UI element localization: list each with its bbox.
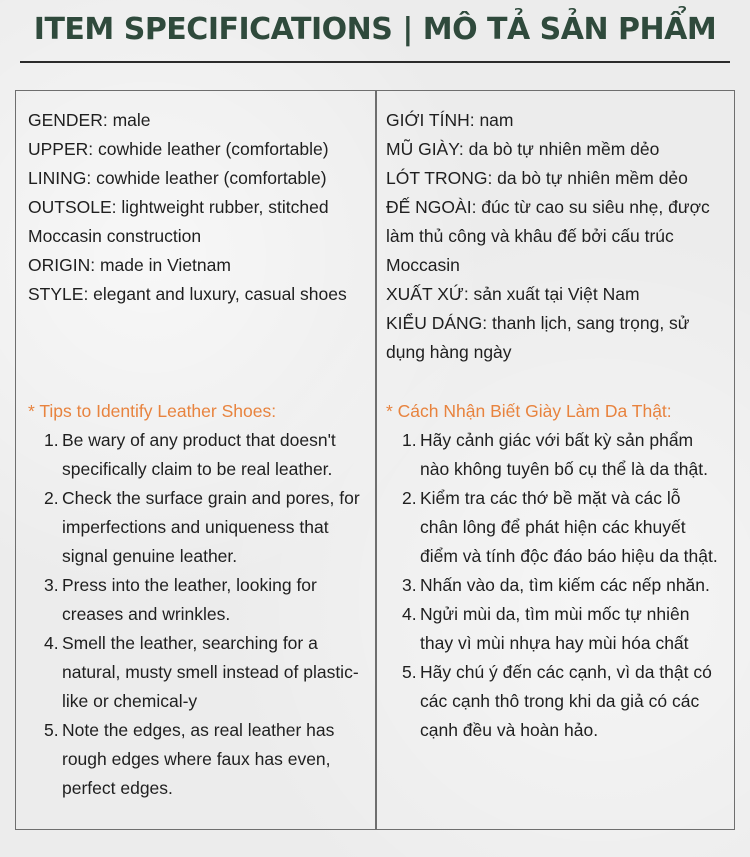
list-item bbox=[44, 426, 372, 484]
tip-line: Hãy cảnh giác với bất kỳ sản phẩm bbox=[420, 430, 694, 450]
tip-line: perfect edges. bbox=[62, 778, 173, 798]
english-tips-title: * Tips to Identify Leather Shoes: bbox=[28, 401, 277, 421]
title-divider bbox=[20, 61, 730, 63]
vietnamese-tips-list bbox=[402, 426, 732, 745]
list-number: 4. bbox=[402, 604, 417, 624]
list-number: 2. bbox=[402, 488, 417, 508]
list-item bbox=[44, 629, 372, 716]
spec-line: Moccasin construction bbox=[28, 226, 202, 246]
tip-line: điểm và tính độc đáo báo hiệu da thật. bbox=[420, 546, 718, 566]
list-number: 5. bbox=[402, 662, 417, 682]
spec-line: làm thủ công và khâu đế bởi cấu trúc bbox=[386, 226, 674, 246]
tip-line: Press into the leather, looking for bbox=[62, 575, 317, 595]
tip-line: Check the surface grain and pores, for bbox=[62, 488, 360, 508]
spec-line: UPPER: cowhide leather (comfortable) bbox=[28, 139, 329, 159]
spec-line: ĐẾ NGOÀI: đúc từ cao su siêu nhẹ, được bbox=[386, 197, 710, 217]
list-number: 3. bbox=[402, 575, 417, 595]
spec-line: MŨ GIÀY: da bò tự nhiên mềm dẻo bbox=[386, 139, 660, 159]
tip-line: Be wary of any product that doesn't bbox=[62, 430, 336, 450]
english-specs bbox=[28, 106, 373, 309]
column-divider bbox=[375, 90, 377, 830]
tip-line: specifically claim to be real leather. bbox=[62, 459, 333, 479]
tip-line: Ngửi mùi da, tìm mùi mốc tự nhiên bbox=[420, 604, 690, 624]
list-number: 4. bbox=[44, 633, 59, 653]
list-item bbox=[44, 716, 372, 803]
list-item bbox=[44, 484, 372, 571]
spec-line: Moccasin bbox=[386, 255, 460, 275]
spec-line: GIỚI TÍNH: nam bbox=[386, 110, 514, 130]
spec-line: GENDER: male bbox=[28, 110, 151, 130]
spec-line: ORIGIN: made in Vietnam bbox=[28, 255, 231, 275]
list-item bbox=[402, 426, 732, 484]
tip-line: các cạnh thô trong khi da giả có các bbox=[420, 691, 700, 711]
tip-line: nào không tuyên bố cụ thể là da thật. bbox=[420, 459, 708, 479]
tip-line: Note the edges, as real leather has bbox=[62, 720, 335, 740]
tip-line: Smell the leather, searching for a bbox=[62, 633, 318, 653]
spec-line: dụng hàng ngày bbox=[386, 342, 512, 362]
tip-line: creases and wrinkles. bbox=[62, 604, 231, 624]
spec-line: LÓT TRONG: da bò tự nhiên mềm dẻo bbox=[386, 168, 688, 188]
tip-line: natural, musty smell instead of plastic- bbox=[62, 662, 359, 682]
vietnamese-tips-title: * Cách Nhận Biết Giày Làm Da Thật: bbox=[386, 401, 672, 421]
spec-line: OUTSOLE: lightweight rubber, stitched bbox=[28, 197, 329, 217]
tip-line: rough edges where faux has even, bbox=[62, 749, 331, 769]
list-item bbox=[44, 571, 372, 629]
spec-line: KIỂU DÁNG: thanh lịch, sang trọng, sử bbox=[386, 313, 690, 333]
list-item bbox=[402, 600, 732, 658]
list-item bbox=[402, 571, 732, 600]
page-title: ITEM SPECIFICATIONS | MÔ TẢ SẢN PHẨM bbox=[33, 12, 717, 47]
list-number: 1. bbox=[402, 430, 417, 450]
spec-line: XUẤT XỨ: sản xuất tại Việt Nam bbox=[386, 284, 640, 304]
tip-line: like or chemical-y bbox=[62, 691, 198, 711]
spec-line: STYLE: elegant and luxury, casual shoes bbox=[28, 284, 347, 304]
tip-line: Kiểm tra các thớ bề mặt và các lỗ bbox=[420, 488, 681, 508]
tip-line: imperfections and uniqueness that bbox=[62, 517, 329, 537]
list-number: 2. bbox=[44, 488, 59, 508]
list-number: 3. bbox=[44, 575, 59, 595]
tip-line: chân lông để phát hiện các khuyết bbox=[420, 517, 686, 537]
spec-line: LINING: cowhide leather (comfortable) bbox=[28, 168, 327, 188]
list-item bbox=[402, 484, 732, 571]
tip-line: Nhấn vào da, tìm kiếm các nếp nhăn. bbox=[420, 575, 710, 595]
list-number: 5. bbox=[44, 720, 59, 740]
tip-line: cạnh đều và hoàn hảo. bbox=[420, 720, 599, 740]
english-tips-list bbox=[44, 426, 372, 803]
tip-line: thay vì mùi nhựa hay mùi hóa chất bbox=[420, 633, 689, 653]
vietnamese-specs bbox=[386, 106, 731, 367]
tip-line: signal genuine leather. bbox=[62, 546, 238, 566]
list-number: 1. bbox=[44, 430, 59, 450]
tip-line: Hãy chú ý đến các cạnh, vì da thật có bbox=[420, 662, 712, 682]
list-item bbox=[402, 658, 732, 745]
